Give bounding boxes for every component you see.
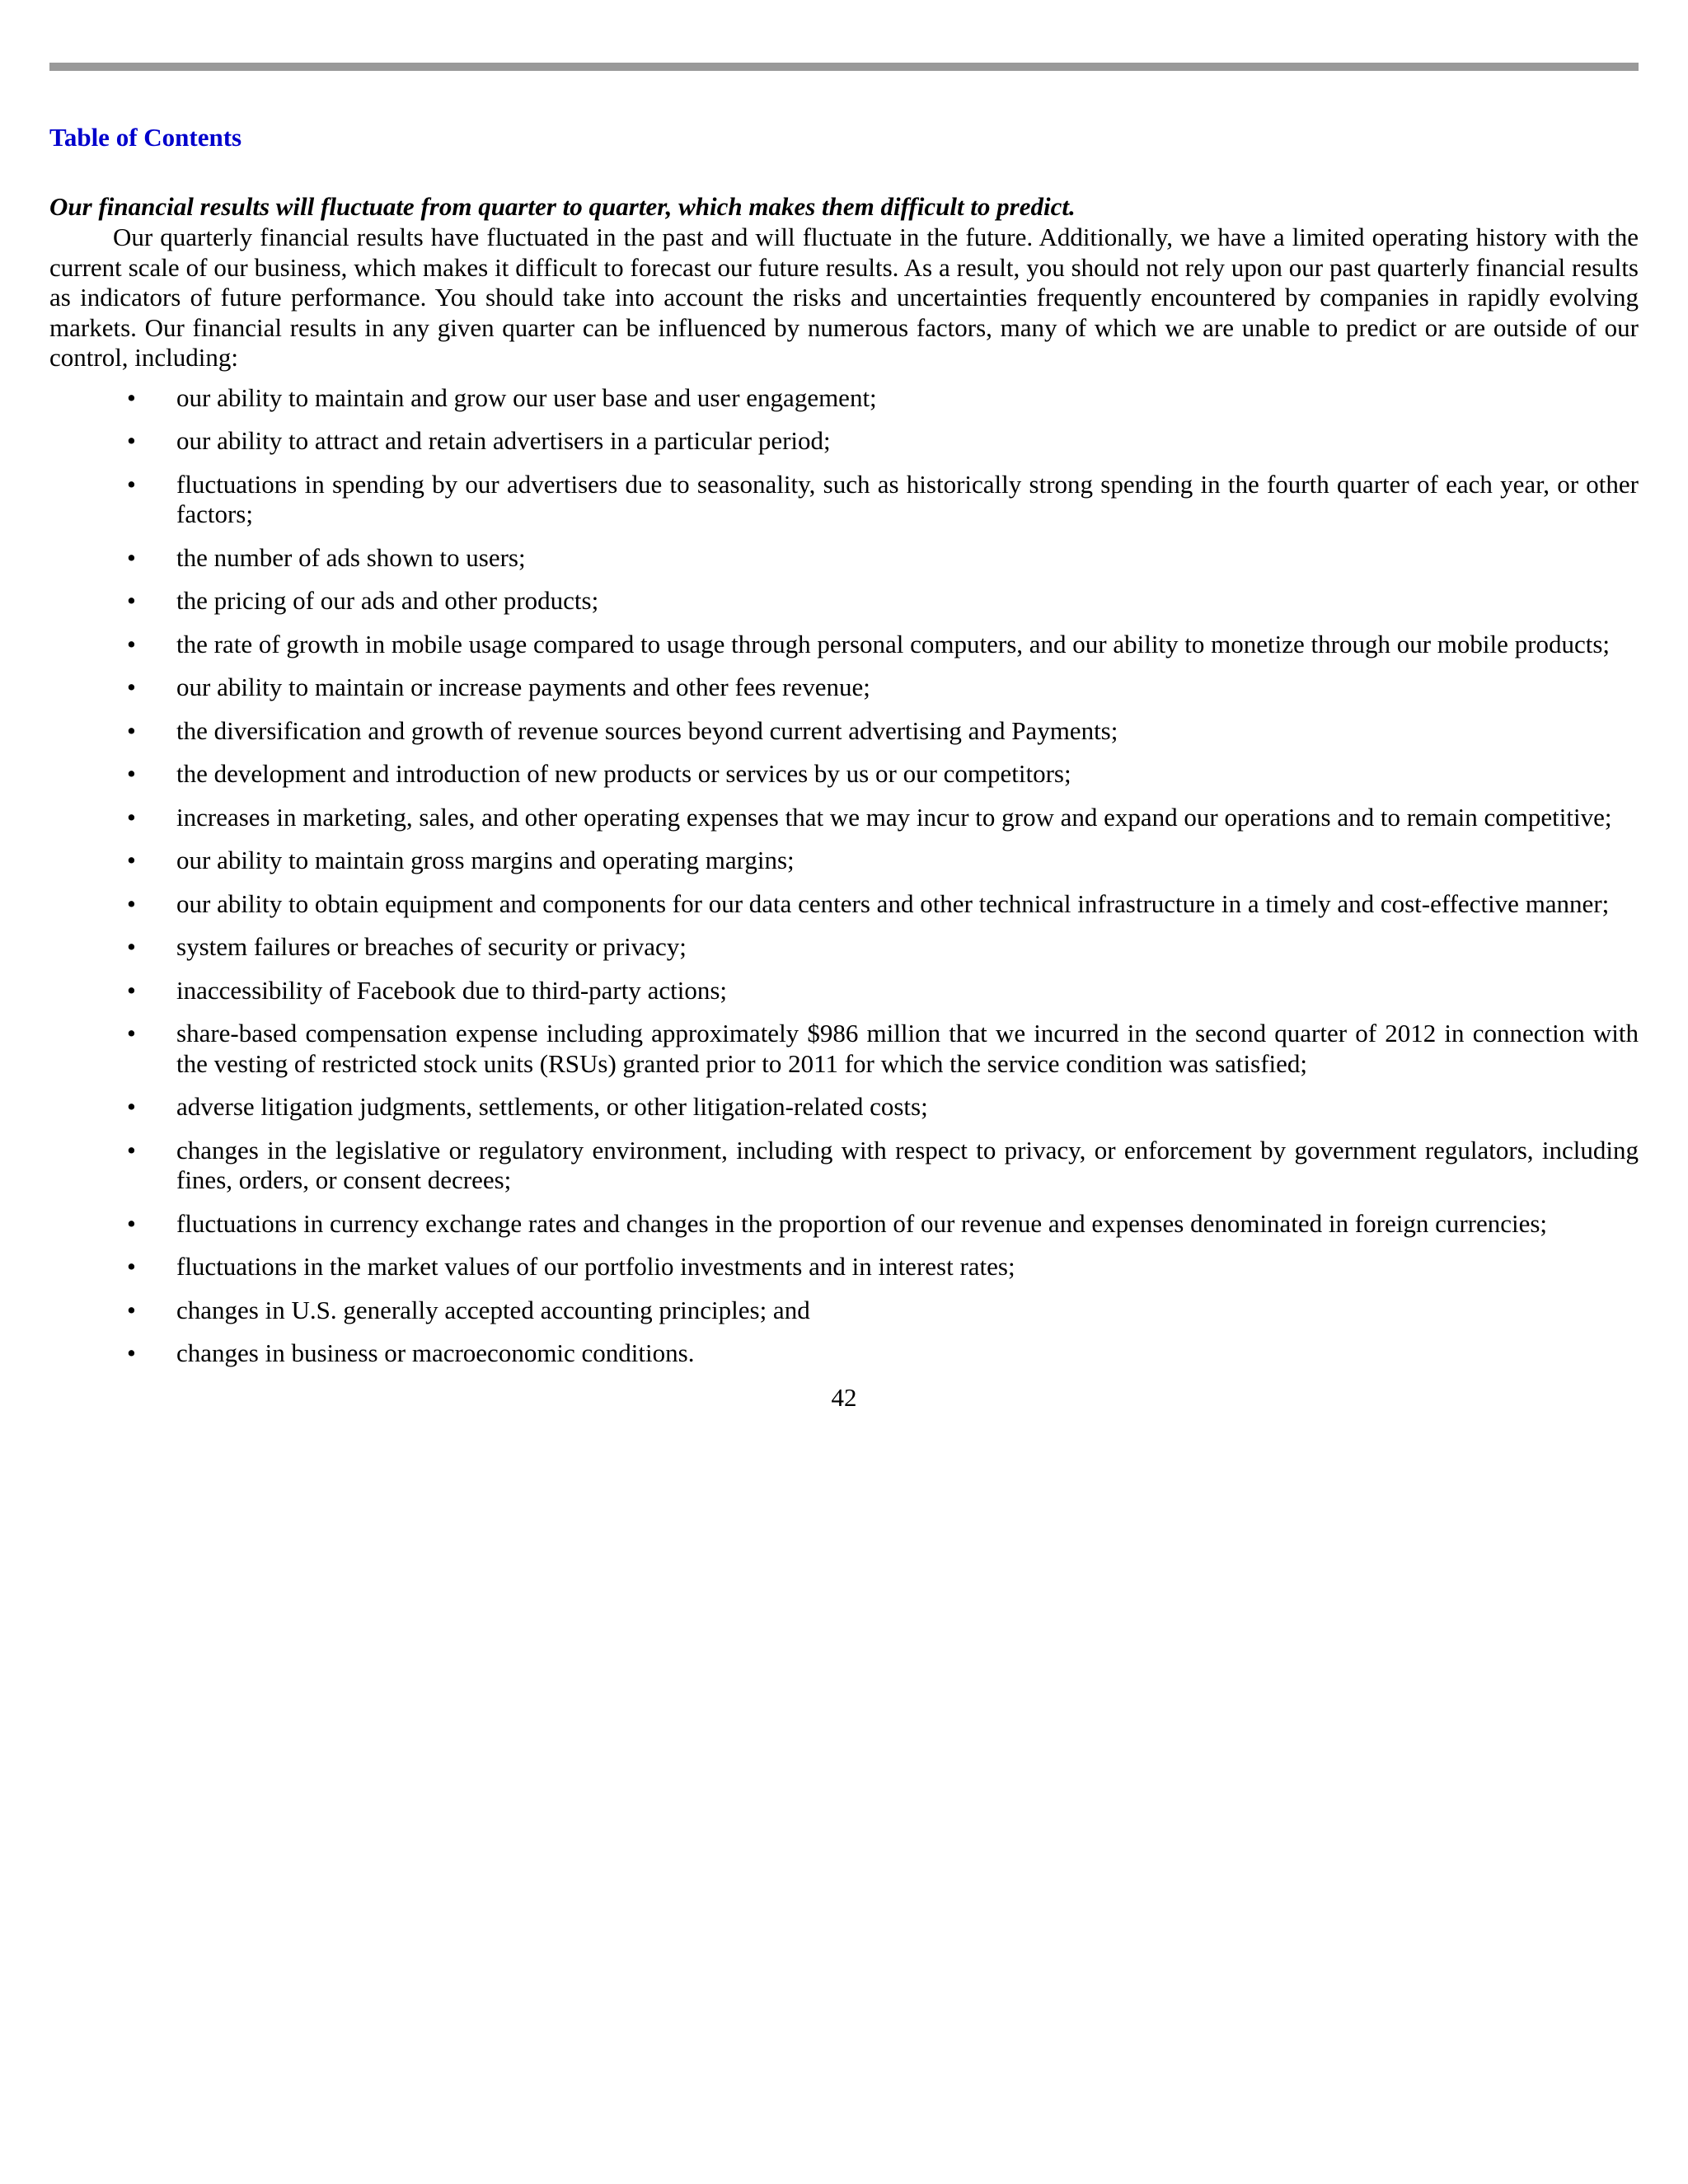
list-item: [49, 803, 1639, 833]
list-item: [49, 673, 1639, 703]
list-item: [49, 1338, 1639, 1369]
list-item: [49, 846, 1639, 876]
list-item-text: adverse litigation judgments, settlements, or other litigation-related costs;: [176, 1092, 928, 1121]
list-item: [49, 1092, 1639, 1122]
list-item-text: our ability to obtain equipment and components for our data centers and other technical infrastructure in a timely and cost-effective manner;: [176, 888, 1610, 918]
bullet-icon: •: [127, 1208, 136, 1238]
list-item-text: fluctuations in the market values of our portfolio investments and in interest rates;: [176, 1252, 1015, 1281]
table-of-contents-link[interactable]: Table of Contents: [49, 123, 242, 152]
list-item: [49, 932, 1639, 963]
list-item: [49, 889, 1639, 920]
section-content: [49, 191, 1639, 1413]
list-item-text: the rate of growth in mobile usage compared to usage through personal computers, and our ability to monetize through our mobile products;: [176, 629, 1611, 658]
page-number: 42: [831, 1382, 857, 1412]
list-item-text: our ability to maintain and grow our user base and user engagement;: [176, 382, 877, 412]
list-item-text: our ability to maintain or increase payments and other fees revenue;: [176, 673, 870, 701]
bullet-icon: •: [127, 846, 136, 874]
list-item: [49, 383, 1639, 414]
bullet-icon: •: [127, 1019, 136, 1047]
list-item-text: increases in marketing, sales, and other operating expenses that we may incur to grow and expand our operations and to remain competitive;: [176, 802, 1612, 832]
list-item: [49, 759, 1639, 790]
list-item: [49, 1209, 1639, 1240]
list-item-text: the diversification and growth of revenue sources beyond current advertising and Payments;: [176, 715, 1118, 745]
list-item: [49, 630, 1639, 660]
section-heading: Our financial results will fluctuate from quarter to quarter, which makes them difficult to predict.: [49, 192, 1076, 221]
risk-factor-list: [49, 383, 1639, 1369]
list-item: [49, 1019, 1639, 1079]
list-item-text: the development and introduction of new products or services by us or our competitors;: [176, 759, 1071, 788]
list-item: [49, 586, 1639, 616]
bullet-icon: •: [127, 1338, 136, 1367]
list-item-text: fluctuations in spending by our advertisers due to seasonality, such as historically strong spending in the fourth quarter of each year, or other factors;: [176, 469, 1639, 528]
bullet-icon: •: [127, 1252, 136, 1281]
bullet-icon: •: [127, 715, 136, 745]
bullet-icon: •: [127, 1135, 136, 1165]
list-item-text: changes in U.S. generally accepted accounting principles; and: [176, 1295, 810, 1324]
bullet-icon: •: [127, 1295, 136, 1324]
list-item: [49, 1136, 1639, 1196]
list-item-text: the pricing of our ads and other products;: [176, 586, 599, 615]
bullet-icon: •: [127, 382, 136, 412]
bullet-icon: •: [127, 673, 136, 701]
list-item-text: our ability to maintain gross margins and operating margins;: [176, 846, 795, 874]
top-divider: [49, 63, 1639, 71]
list-item: [49, 1252, 1639, 1282]
bullet-icon: •: [127, 975, 136, 1005]
list-item-text: changes in business or macroeconomic conditions.: [176, 1338, 695, 1367]
list-item: [49, 543, 1639, 574]
list-item-text: share-based compensation expense including approximately $986 million that we incurred in the second quarter of 2012 in connection with the vesting of restricted stock units (RSUs) granted prior to 2011 for which the service condition was satisfied;: [176, 1019, 1639, 1078]
list-item: [49, 426, 1639, 457]
list-item: [49, 716, 1639, 747]
bullet-icon: •: [127, 1092, 136, 1121]
bullet-icon: •: [127, 888, 136, 918]
bullet-icon: •: [127, 802, 136, 832]
list-item-text: fluctuations in currency exchange rates and changes in the proportion of our revenue and expenses denominated in foreign currencies;: [176, 1208, 1548, 1238]
list-item-text: inaccessibility of Facebook due to third-party actions;: [176, 975, 728, 1005]
list-item: [49, 470, 1639, 530]
intro-paragraph: Our quarterly financial results have fluctuated in the past and will fluctuate in the future. Additionally, we have a limited operating history with the current scale of our business, which makes it difficult to forecast our future results. As a result, you should not rely upon our past quarterly financial results as indicators of future performance. You should take into account the risks and uncertainties frequently encountered by companies in rapidly evolving markets. Our financial results in any given quarter can be influenced by numerous factors, many of which we are unable to predict or are outside of our control, including:: [49, 223, 1639, 372]
list-item: [49, 976, 1639, 1006]
bullet-icon: •: [127, 586, 136, 615]
list-item-text: the number of ads shown to users;: [176, 542, 526, 572]
bullet-icon: •: [127, 542, 136, 572]
bullet-icon: •: [127, 932, 136, 961]
list-item: [49, 1296, 1639, 1326]
bullet-icon: •: [127, 469, 136, 499]
bullet-icon: •: [127, 759, 136, 788]
list-item-text: our ability to attract and retain advertisers in a particular period;: [176, 426, 831, 455]
bullet-icon: •: [127, 426, 136, 455]
list-item-text: system failures or breaches of security or privacy;: [176, 932, 687, 961]
bullet-icon: •: [127, 629, 136, 658]
list-item-text: changes in the legislative or regulatory environment, including with respect to privacy, or enforcement by government regulators, including fines, orders, or consent decrees;: [176, 1135, 1639, 1194]
